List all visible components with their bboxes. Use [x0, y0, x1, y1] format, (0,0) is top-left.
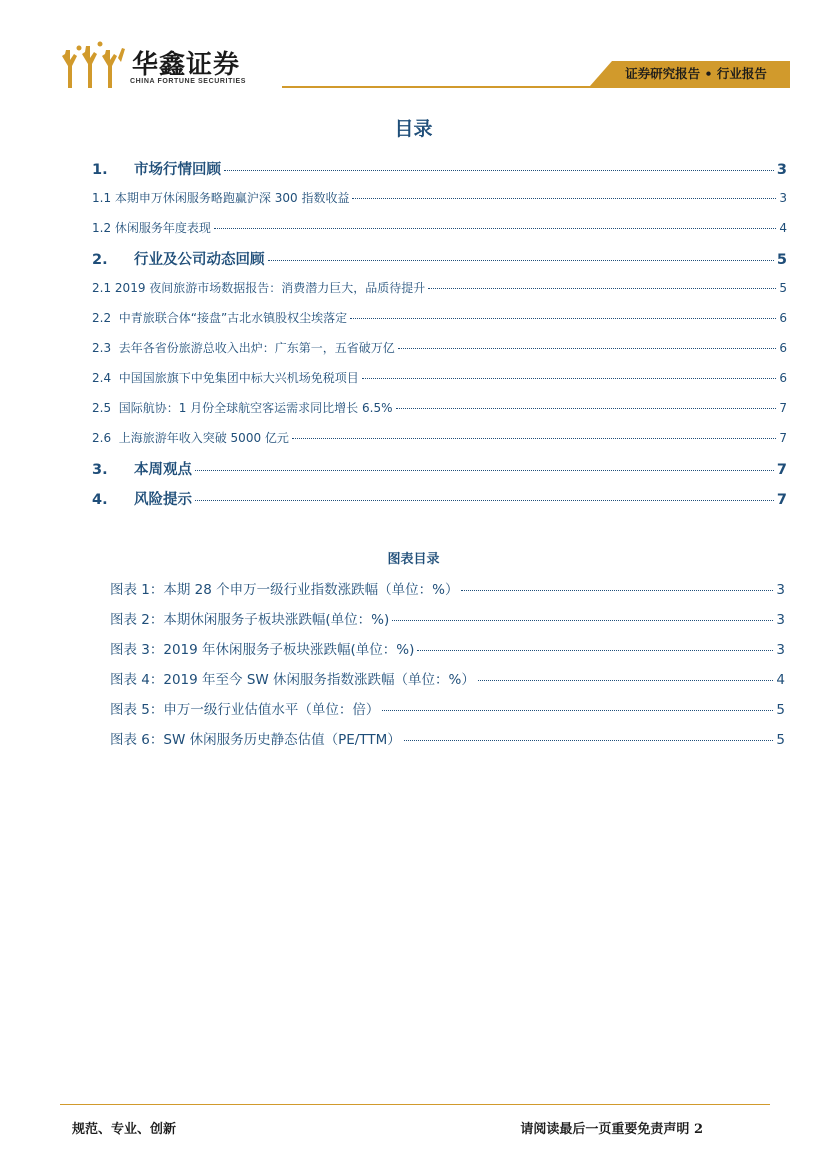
toc-entry-page: 3	[776, 162, 787, 178]
toc-entry-text: 上海旅游年收入突破 5000 亿元	[118, 431, 289, 445]
toc-entry[interactable]	[92, 399, 787, 416]
toc-leader	[362, 378, 777, 379]
toc-entry-text: 2019 夜间旅游市场数据报告：消费潜力巨大，品质待提升	[114, 281, 426, 295]
logo-chinese-name: 华鑫证券	[132, 50, 241, 80]
toc-entry-text: 中国国旅旗下中免集团中标大兴机场免税项目	[118, 371, 359, 385]
toc-leader	[292, 438, 776, 439]
toc-entry-number: 2.	[92, 252, 108, 268]
toc-leader	[195, 470, 774, 471]
figure-list-title: 图表目录	[387, 552, 440, 567]
company-logo	[60, 40, 280, 92]
toc-entry-number: 2.5	[92, 401, 112, 415]
figure-leader	[417, 650, 773, 651]
figure-entry-text: 图表 1：本期 28 个申万一级行业指数涨跌幅（单位：%）	[110, 582, 459, 598]
toc-leader	[195, 500, 774, 501]
toc-entry-number: 2.1	[92, 281, 112, 295]
toc-entry-number: 1.2	[92, 221, 112, 235]
figure-leader	[461, 590, 773, 591]
toc-entry[interactable]	[92, 279, 787, 296]
toc-entry-number: 1.1	[92, 191, 112, 205]
toc-entry[interactable]	[92, 158, 787, 179]
report-type-label: 证券研究报告 • 行业报告	[625, 66, 767, 81]
toc-leader	[224, 170, 774, 171]
toc-entry[interactable]	[92, 189, 787, 206]
figure-entry-text: 图表 5：申万一级行业估值水平（单位：倍）	[110, 702, 380, 718]
toc-entry-page: 3	[779, 191, 787, 205]
page-header	[0, 0, 827, 100]
figure-entry[interactable]	[110, 668, 785, 688]
toc-entry-text: 去年各省份旅游总收入出炉：广东第一，五省破万亿	[118, 341, 395, 355]
toc-entry-page: 7	[776, 492, 787, 508]
toc-entry[interactable]	[92, 219, 787, 236]
figure-entry[interactable]	[110, 638, 785, 658]
toc-entry[interactable]	[92, 248, 787, 269]
footer-slogan: 规范、专业、创新	[72, 1122, 177, 1137]
figure-entry-text: 图表 3：2019 年休闲服务子板块涨跌幅(单位：%)	[110, 642, 415, 658]
toc-entry-number: 2.4	[92, 371, 112, 385]
figure-leader	[392, 620, 773, 621]
toc-entry[interactable]	[92, 339, 787, 356]
toc-leader	[214, 228, 776, 229]
toc-entry-text: 本周观点	[134, 462, 192, 478]
figure-entry-page: 5	[776, 702, 785, 718]
toc-entry-number: 4.	[92, 492, 108, 508]
logo-emblem-icon	[60, 40, 130, 92]
figure-entry-text: 图表 4：2019 年至今 SW 休闲服务指数涨跌幅（单位：%）	[110, 672, 475, 688]
header-divider	[282, 86, 790, 88]
figure-entry-page: 4	[776, 672, 785, 688]
toc-entry-number: 1.	[92, 162, 108, 178]
figure-entry-page: 3	[776, 582, 785, 598]
toc-title: 目录	[394, 118, 433, 140]
toc-entry-text: 国际航协：1 月份全球航空客运需求同比增长 6.5%	[118, 401, 393, 415]
footer-divider	[60, 1104, 770, 1105]
toc-entry[interactable]	[92, 369, 787, 386]
toc-leader	[396, 408, 777, 409]
toc-entry-text: 行业及公司动态回顾	[134, 252, 265, 268]
toc-entry-number: 3.	[92, 462, 108, 478]
figure-entry[interactable]	[110, 698, 785, 718]
toc-entry-text: 风险提示	[134, 492, 192, 508]
toc-leader	[350, 318, 776, 319]
figure-entry[interactable]	[110, 608, 785, 628]
toc-entry-text: 休闲服务年度表现	[114, 221, 211, 235]
toc-entry-page: 5	[776, 252, 787, 268]
figure-leader	[404, 740, 774, 741]
figure-entry-page: 3	[776, 642, 785, 658]
toc-entry[interactable]	[92, 429, 787, 446]
toc-entry-text: 市场行情回顾	[134, 162, 221, 178]
toc-entry[interactable]	[92, 458, 787, 479]
figure-leader	[382, 710, 773, 711]
toc-leader	[428, 288, 776, 289]
figure-entry-text: 图表 2：本期休闲服务子板块涨跌幅(单位：%)	[110, 612, 390, 628]
toc-entry-page: 6	[779, 371, 787, 385]
figure-leader	[478, 680, 774, 681]
toc-entry-page: 7	[776, 462, 787, 478]
toc-entry-page: 5	[779, 281, 787, 295]
toc-entry-page: 7	[779, 401, 787, 415]
logo-english-name: CHINA FORTUNE SECURITIES	[130, 78, 247, 85]
toc-entry-page: 6	[779, 341, 787, 355]
figure-entry[interactable]	[110, 728, 785, 748]
toc-entry-page: 6	[779, 311, 787, 325]
figure-entry-page: 3	[776, 612, 785, 628]
toc-entry[interactable]	[92, 309, 787, 326]
toc-entry-page: 7	[779, 431, 787, 445]
figure-entry[interactable]	[110, 578, 785, 598]
toc-entry-number: 2.2	[92, 311, 112, 325]
toc-leader	[398, 348, 777, 349]
toc-leader	[268, 260, 774, 261]
figure-entry-page: 5	[776, 732, 785, 748]
footer-disclaimer-note: 请阅读最后一页重要免责声明 2	[520, 1122, 703, 1137]
toc-entry-text: 本期申万休闲服务略跑赢沪深 300 指数收益	[114, 191, 350, 205]
toc-entry-number: 2.3	[92, 341, 112, 355]
toc-entry-page: 4	[779, 221, 787, 235]
figure-entry-text: 图表 6：SW 休闲服务历史静态估值（PE/TTM）	[110, 732, 401, 748]
toc-entry-number: 2.6	[92, 431, 112, 445]
toc-entry-text: 中青旅联合体“接盘”古北水镇股权尘埃落定	[118, 311, 348, 325]
toc-leader	[352, 198, 776, 199]
toc-entry[interactable]	[92, 488, 787, 509]
